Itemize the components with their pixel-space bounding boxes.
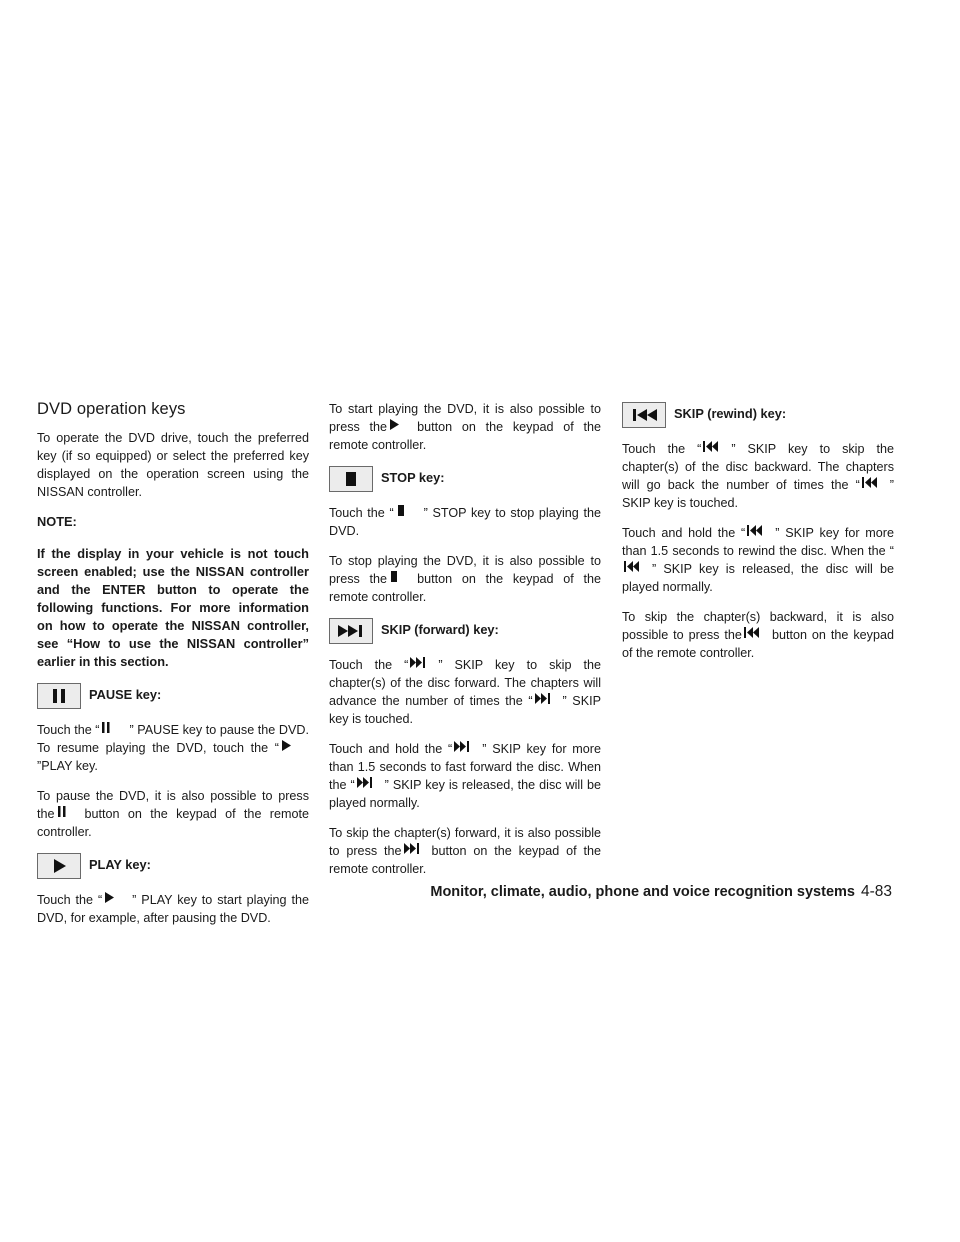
skip-rewind-icon: [860, 477, 890, 489]
pause-key-label: PAUSE key:: [89, 687, 162, 702]
skip-rewind-icon: [701, 441, 731, 453]
play-key-heading: [37, 853, 309, 879]
skip-forward-key-heading: [329, 618, 601, 644]
play-paragraph-1: Touch the “ ” PLAY key to start playing the DVD, for example, after pausing the DVD.: [37, 893, 309, 925]
skip-rewind-paragraph-2: Touch and hold the “ ” SKIP key for more than 1.5 seconds to rewind the disc. When the “ ” SKIP key is released, the disc will be played normally.: [622, 526, 894, 594]
note-title: NOTE:: [37, 514, 77, 529]
footer-title: Monitor, climate, audio, phone and voice recognition systems: [430, 884, 855, 900]
stop-key-icon: [329, 466, 373, 492]
skip-forward-paragraph-2: Touch and hold the “ ” SKIP key for more than 1.5 seconds to fast forward the disc. When the “ ” SKIP key is released, the disc will be played normally.: [329, 742, 601, 810]
pause-icon: [55, 806, 85, 818]
column-3: [622, 400, 894, 674]
pause-icon: [99, 722, 129, 734]
play-icon: [279, 740, 309, 752]
stop-paragraph-1: Touch the “ ” STOP key to stop playing the DVD.: [329, 506, 601, 538]
column-1: [37, 400, 309, 939]
pause-key-heading: [37, 683, 309, 709]
play-paragraph-2: To start playing the DVD, it is also possible to press the button on the keypad of the remote controller.: [329, 402, 601, 452]
play-key-icon: [37, 853, 81, 879]
skip-forward-icon: [452, 741, 482, 753]
page-number: 4-83: [860, 883, 892, 900]
skip-forward-icon: [402, 843, 432, 855]
skip-rewind-key-heading: [622, 402, 894, 428]
column-2: [329, 400, 601, 890]
skip-rewind-key-icon: [622, 402, 666, 428]
pause-paragraph-1: Touch the “ ” PAUSE key to pause the DVD. To resume playing the DVD, touch the “ ”PLAY key.: [37, 723, 309, 773]
stop-key-heading: [329, 466, 601, 492]
pause-paragraph-2: To pause the DVD, it is also possible to press the button on the keypad of the remote controller.: [37, 789, 309, 839]
skip-rewind-paragraph-3: To skip the chapter(s) backward, it is also possible to press the button on the keypad of the remote controller.: [622, 610, 894, 660]
play-key-label: PLAY key:: [89, 857, 151, 872]
skip-rewind-icon: [622, 561, 652, 573]
stop-key-label: STOP key:: [381, 470, 445, 485]
intro-paragraph: To operate the DVD drive, touch the preferred key (if so equipped) or select the preferred key displayed on the operation screen using the NISSAN controller.: [37, 431, 309, 499]
skip-forward-key-label: SKIP (forward) key:: [381, 622, 499, 637]
skip-rewind-icon: [742, 627, 772, 639]
skip-forward-icon: [408, 657, 438, 669]
note-body: If the display in your vehicle is not touch screen enabled; use the NISSAN controller and the ENTER button to operate the following functions. For more information on how to operate the NISSAN controller, see “How to use the NISSAN controller” earlier in this section.: [37, 546, 309, 669]
stop-paragraph-2: To stop playing the DVD, it is also possible to press the button on the keypad of the remote controller.: [329, 554, 601, 604]
play-icon: [387, 419, 417, 431]
skip-forward-icon: [355, 777, 385, 789]
skip-rewind-key-label: SKIP (rewind) key:: [674, 406, 787, 421]
page-footer: [0, 883, 892, 901]
skip-rewind-icon: [745, 525, 775, 537]
skip-forward-icon: [533, 693, 563, 705]
section-heading: DVD operation keys: [37, 400, 186, 418]
stop-icon: [394, 505, 424, 517]
skip-forward-paragraph-1: Touch the “ ” SKIP key to skip the chapter(s) of the disc forward. The chapters will advance the number of times the “ ” SKIP key is touched.: [329, 658, 601, 726]
skip-rewind-paragraph-1: Touch the “ ” SKIP key to skip the chapter(s) of the disc backward. The chapters will go back the number of times the “ ” SKIP key is touched.: [622, 442, 894, 510]
skip-forward-key-icon: [329, 618, 373, 644]
pause-key-icon: [37, 683, 81, 709]
skip-forward-paragraph-3: To skip the chapter(s) forward, it is also possible to press the button on the keypad of the remote controller.: [329, 826, 601, 876]
stop-icon: [387, 571, 417, 583]
